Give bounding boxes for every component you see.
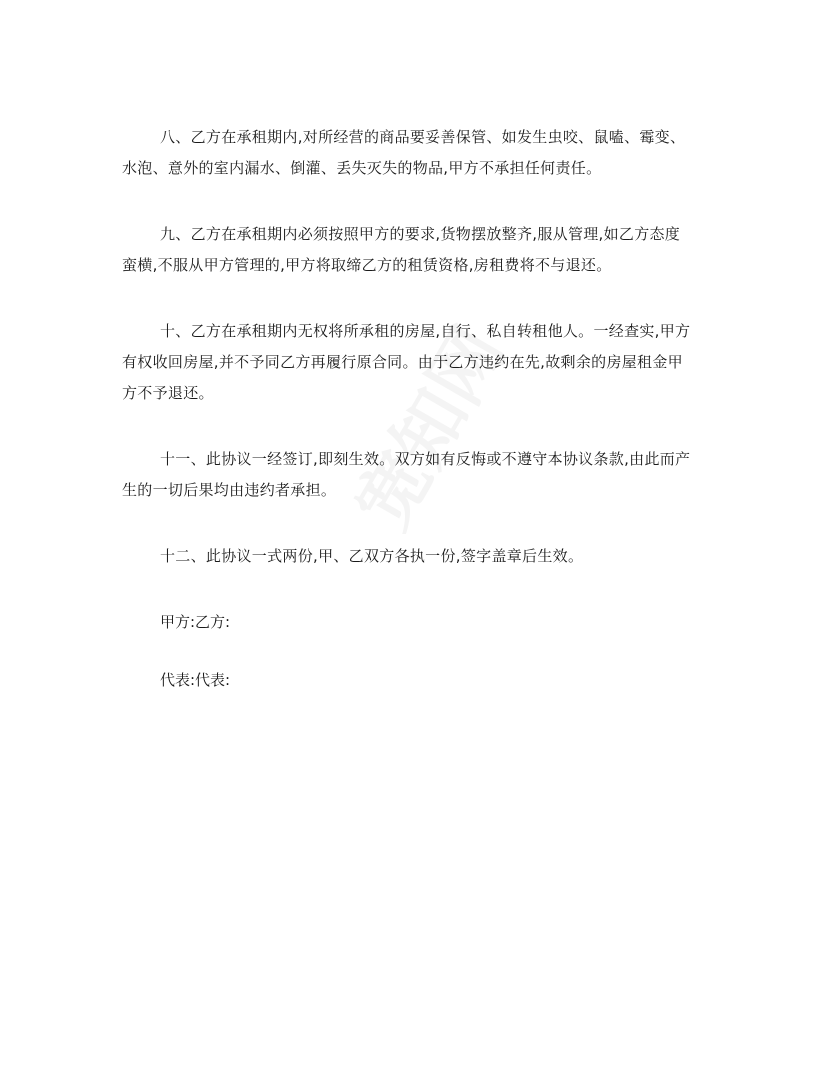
clause-8: 八、乙方在承租期内,对所经营的商品要妥善保管、如发生虫咬、鼠嗑、霉变、水泡、意外的室内漏水、倒灌、丢失灭失的物品,甲方不承担任何责任。 xyxy=(122,128,686,177)
clause-10: 十、乙方在承租期内无权将所承租的房屋,自行、私自转租他人。一经查实,甲方有权收回房屋,并不予同乙方再履行原合同。由于乙方违约在先,故剩余的房屋租金甲方不予退还。 xyxy=(122,322,691,402)
document-body xyxy=(122,122,692,723)
clause-11: 十一、此协议一经签订,即刻生效。双方如有反悔或不遵守本协议条款,由此而产生的一切后果均由违约者承担。 xyxy=(122,450,691,499)
clause-12: 十二、此协议一式两份,甲、乙双方各执一份,签字盖章后生效。 xyxy=(160,547,584,565)
clause-9: 九、乙方在承租期内必须按照甲方的要求,货物摆放整齐,服从管理,如乙方态度蛮横,不服从甲方管理的,甲方将取缔乙方的租赁资格,房租费将不与退还。 xyxy=(122,225,681,274)
signature-representatives: 代表:代表: xyxy=(160,671,231,689)
signature-parties: 甲方:乙方: xyxy=(160,613,231,631)
